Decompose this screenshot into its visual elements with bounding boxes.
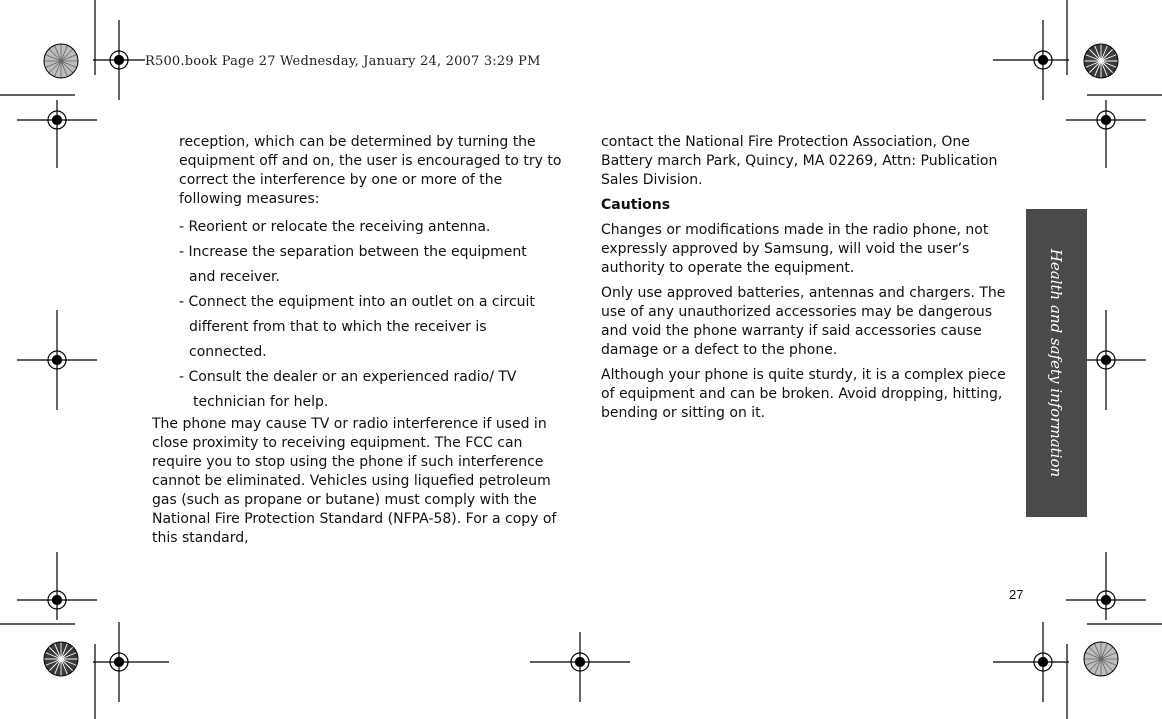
right-column: [601, 133, 1013, 423]
registration-starburst-icon: [1084, 44, 1118, 78]
measure-item-continuation: and receiver.: [189, 269, 280, 285]
registration-starburst-icon: [44, 642, 78, 676]
intro-paragraph: reception, which can be determined by turning the equipment off and on, the user is encouraged to try to correct the interference by one or more of the following measures:: [179, 134, 562, 207]
cautions-heading: Cautions: [601, 197, 671, 213]
section-tab-label: Health and safety information: [1047, 248, 1065, 478]
section-tab: [1026, 209, 1087, 517]
measure-item: - Connect the equipment into an outlet on a circuit: [179, 294, 535, 310]
registration-starburst-icon: [44, 44, 78, 78]
caution-paragraph: Only use approved batteries, antennas and chargers. The use of any unauthorized accessories may be dangerous and void the phone warranty if said accessories cause damage or a defect to the phone.: [601, 285, 1006, 358]
measure-item-continuation: connected.: [189, 344, 267, 360]
continuation-paragraph: contact the National Fire Protection Association, One Battery march Park, Quincy, MA 02269, Attn: Publication Sales Division.: [601, 134, 998, 188]
measure-item: - Increase the separation between the equipment: [179, 244, 527, 260]
measure-item: - Reorient or relocate the receiving antenna.: [179, 219, 491, 235]
measure-item-continuation: technician for help.: [193, 394, 329, 410]
measures-list: [152, 215, 562, 415]
measure-item: - Consult the dealer or an experienced radio/ TV: [179, 369, 517, 385]
caution-paragraph: Changes or modifications made in the radio phone, not expressly approved by Samsung, will void the user’s authority to operate the equipment.: [601, 222, 989, 276]
print-header-note: R500.book Page 27 Wednesday, January 24, 2007 3:29 PM: [145, 54, 541, 69]
left-column: [152, 133, 562, 548]
registration-starburst-icon: [1084, 642, 1118, 676]
interference-paragraph: The phone may cause TV or radio interference if used in close proximity to receiving equipment. The FCC can require you to stop using the phone if such interference cannot be eliminated. Vehicles using liquefied petroleum gas (such as propane or butane) must comply with the National Fire Protection Standard (NFPA-58). For a copy of this standard,: [152, 416, 557, 546]
caution-paragraph: Although your phone is quite sturdy, it is a complex piece of equipment and can be broken. Avoid dropping, hitting, bending or sitting on it.: [601, 367, 1006, 421]
measure-item-continuation: different from that to which the receiver is: [189, 319, 487, 335]
page-number: 27: [1009, 587, 1024, 602]
